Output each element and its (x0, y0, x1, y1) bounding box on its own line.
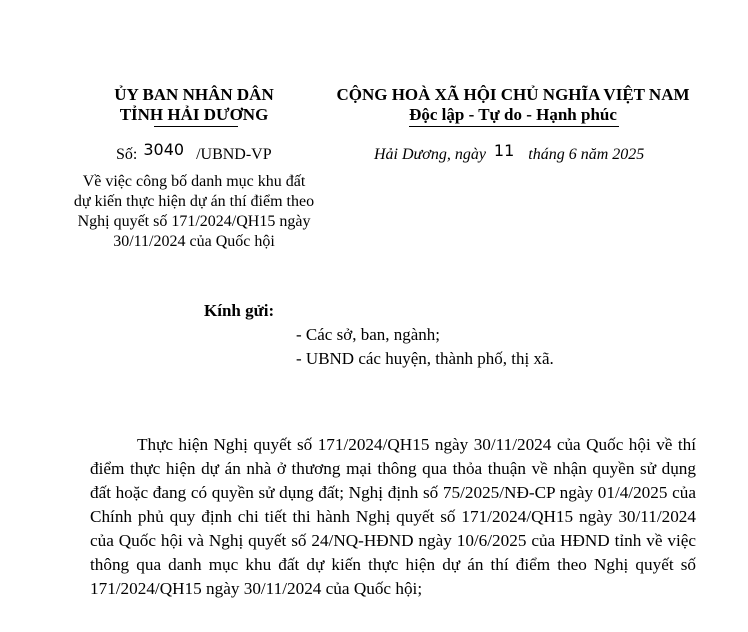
place-date (374, 141, 645, 165)
body-paragraph (90, 433, 696, 601)
subject-line: Về việc công bố danh mục khu đất (82, 173, 306, 190)
recipient-item: - UBND các huyện, thành phố, thị xã. (296, 349, 554, 368)
body-text: Thực hiện Nghị quyết số 171/2024/QH15 ngày 30/11/2024 của Quốc hội về thí điểm thực hiện dự án nhà ở thương mại thông qua thỏa thuận về nhận quyền sử dụng đất hoặc đang có quyền sử dụng đất; Nghị định số 75/2025/NĐ-CP ngày 01/4/2025 của Chính phủ quy định chi tiết thi hành Nghị quyết số 171/2024/QH15 ngày 30/11/2024 của Quốc hội và Nghị quyết số 24/NQ-HĐND ngày 10/6/2025 của HĐND tỉnh về việc thông qua danh mục khu đất dự kiến thực hiện dự án thí điểm theo Nghị quyết số 171/2024/QH15 ngày 30/11/2024 của Quốc hội; (90, 435, 696, 598)
national-motto: Độc lập - Tự do - Hạnh phúc (409, 105, 617, 124)
subject-line: 30/11/2024 của Quốc hội (113, 233, 275, 250)
motto-underline (409, 126, 619, 127)
recipients-label: Kính gửi: (204, 301, 275, 320)
doc-number-prefix: Số: (116, 146, 138, 163)
doc-number-suffix: /UBND-VP (196, 146, 272, 163)
place-date-suffix: tháng 6 năm 2025 (528, 146, 645, 163)
issuer-underline (154, 126, 238, 127)
subject-block (44, 172, 344, 252)
doc-number-value: 3040 (143, 140, 185, 159)
issuer-province: TỈNH HẢI DƯƠNG (119, 105, 269, 124)
recipient-item: - Các sở, ban, ngành; (296, 325, 441, 344)
national-title: CỘNG HOÀ XÃ HỘI CHỦ NGHĨA VIỆT NAM (336, 85, 690, 104)
place-date-prefix: Hải Dương, ngày (374, 146, 486, 163)
subject-line: dự kiến thực hiện dự án thí điểm theo (73, 193, 315, 210)
issuer-name: ỦY BAN NHÂN DÂN (114, 85, 274, 104)
subject-line: Nghị quyết số 171/2024/QH15 ngày (77, 213, 311, 230)
document-number (116, 140, 272, 165)
date-day: 11 (493, 141, 515, 160)
